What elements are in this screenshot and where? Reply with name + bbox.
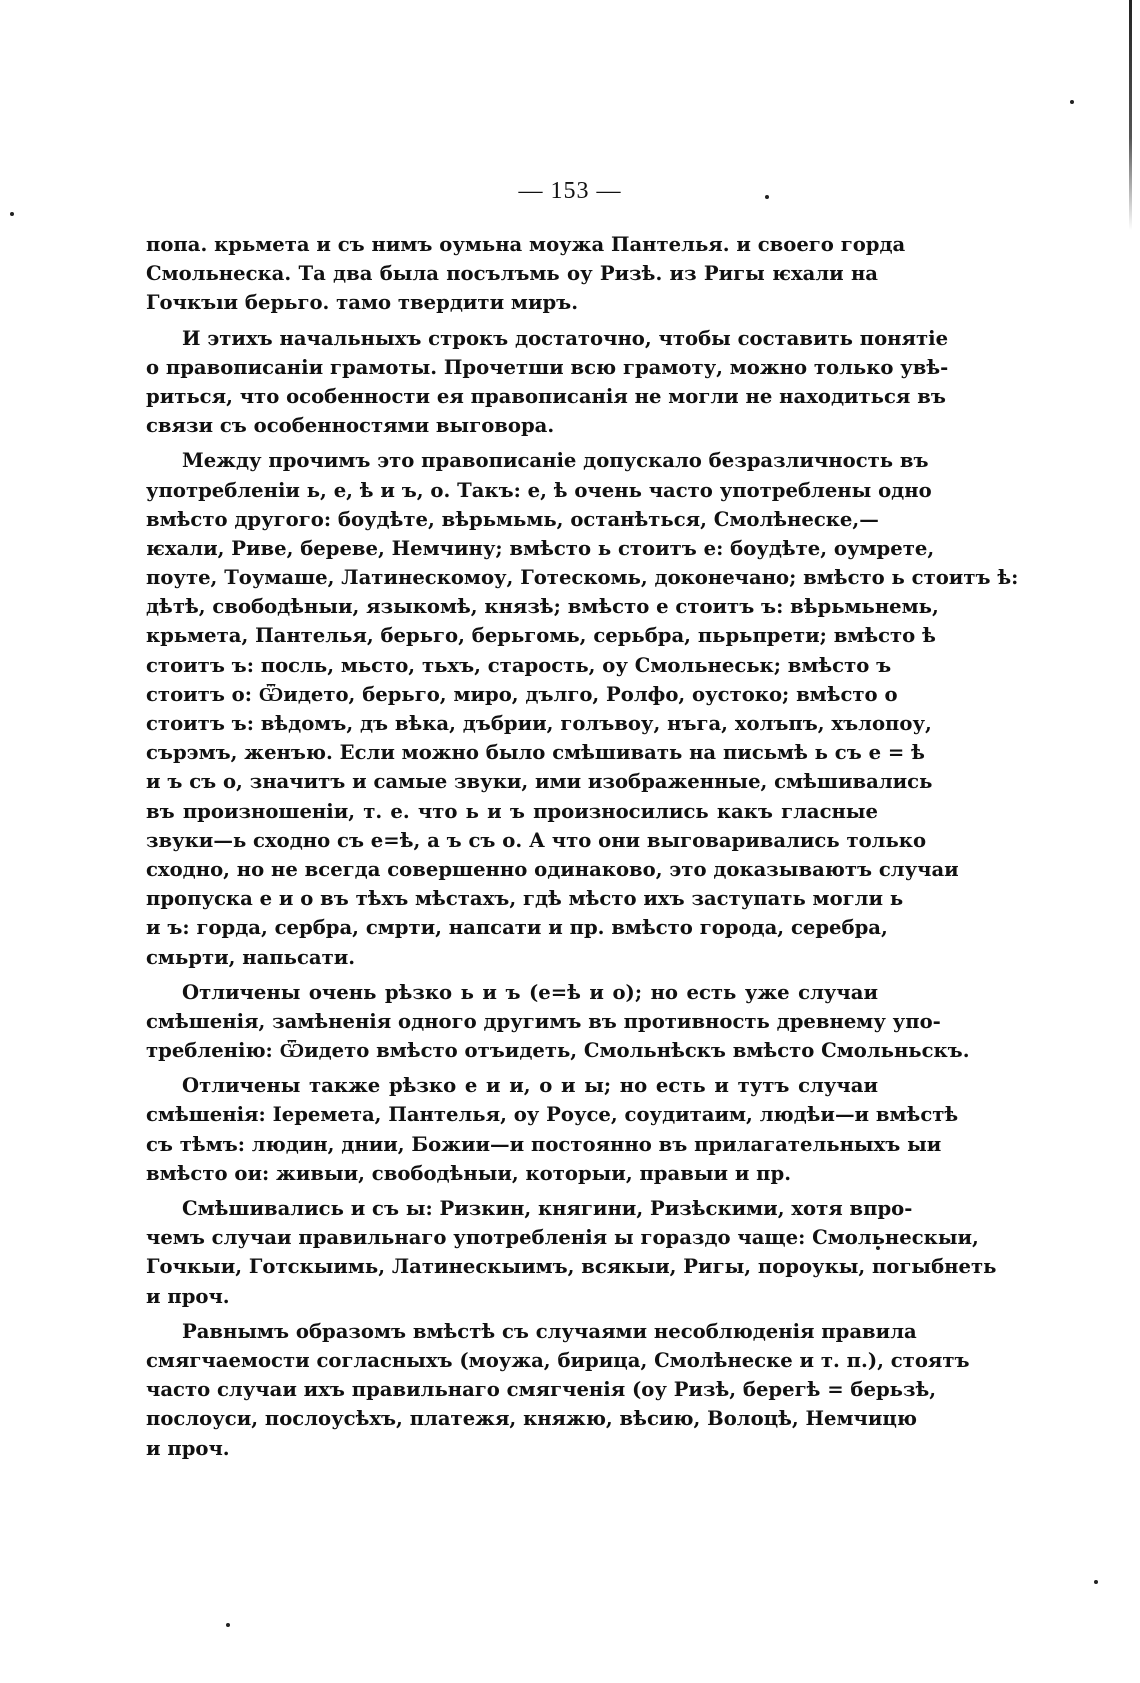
text-line: въ произношеніи, т. е. что ь и ъ произносились какъ гласные [146, 799, 878, 823]
text-line: послоуси, послоусѣхъ, платежя, княжю, вѣсию, Волоцѣ, Немчицю [146, 1407, 917, 1431]
text-line: попа. крьмета и съ нимъ оумьна моужа Пантелья. и своего горда [146, 233, 906, 256]
text-line: Между прочимъ это правописаніе допускало безразличность въ [182, 449, 929, 473]
text-line: Смольнеска. Та два была посълъмь оу Ризѣ. из Ригы ѥхали на [146, 262, 878, 286]
scan-speck [1070, 100, 1074, 104]
text-line: и проч. [146, 1436, 230, 1460]
text-line: звуки—ь сходно съ е=ѣ, а ъ съ о. А что они выговаривались только [146, 828, 927, 852]
text-line: чемъ случаи правильнаго употребленія ы гораздо чаще: Смольнескыи, [146, 1226, 979, 1250]
text-line: сърэмъ, женъю. Если можно было смѣшивать на письмѣ ь съ е = ѣ [146, 741, 925, 765]
text-line: Отличены также рѣзко е и и, о и ы; но есть и тутъ случаи [182, 1074, 878, 1098]
text-line: и проч. [146, 1284, 230, 1308]
text-line: пропуска е и о въ тѣхъ мѣстахъ, гдѣ мѣсто ихъ заступать могли ь [146, 887, 904, 911]
text-line: стоитъ ъ: вѣдомъ, дъ вѣка, дъбрии, голъвоу, нъга, холъпъ, хълопоу, [146, 712, 932, 735]
text-line: съ тѣмъ: людин, днии, Божии—и постоянно въ прилагательныхъ ыи [146, 1132, 942, 1156]
scan-speck [10, 212, 14, 216]
text-line: Равнымъ образомъ вмѣстѣ съ случаями несоблюденія правила [182, 1319, 917, 1343]
text-line: употребленіи ь, е, ѣ и ъ, о. Такъ: е, ѣ очень часто употреблены одно [146, 478, 932, 502]
text-line: и ъ: горда, сербра, смрти, напсати и пр. вмѣсто города, серебра, [146, 916, 888, 940]
text-line: смѣшенія, замѣненія одного другимъ въ противность древнему упо- [146, 1009, 941, 1033]
text-line: требленію: Ѿидето вмѣсто отъидеть, Смольнѣскъ вмѣсто Смольньскъ. [146, 1039, 970, 1063]
text-line: смьрти, напьсати. [146, 945, 356, 969]
text-line: Гочкыи, Готскыимь, Латинескыимъ, всякыи, Ригы, пороукы, погыбнеть [146, 1255, 997, 1279]
text-line: часто случаи ихъ правильнаго смягченія (оу Ризѣ, берегѣ = берьзѣ, [146, 1378, 937, 1402]
text-line: крьмета, Пантелья, берьго, берьгомь, серьбра, пьрьпрети; вмѣсто ѣ [146, 624, 936, 648]
text-line: поуте, Тоумаше, Латинескомоу, Готескомь, доконечано; вмѣсто ь стоитъ ѣ: [146, 566, 1019, 590]
text-line: смягчаемости согласныхъ (моужа, бирица, Смолѣнеске и т. п.), стоятъ [146, 1348, 970, 1372]
body-text [146, 230, 1019, 1463]
text-line: риться, что особенности ея правописанія не могли не находиться въ [146, 384, 946, 408]
text-line: ѥхали, Риве, береве, Немчину; вмѣсто ь стоитъ е: боудѣте, оумрете, [146, 536, 935, 560]
text-line: стоитъ о: Ѿидето, берьго, миро, дълго, Ролфо, оустоко; вмѣсто о [146, 682, 898, 706]
text-line: Гочкъıи берьго. тамо твердити миръ. [146, 291, 579, 315]
scan-speck [226, 1623, 230, 1627]
text-line: Отличены очень рѣзко ь и ъ (е=ѣ и о); но есть уже случаи [182, 980, 878, 1004]
text-line: И этихъ начальныхъ строкъ достаточно, чтобы составить понятіе [182, 326, 949, 350]
text-line: стоитъ ъ: посль, мьсто, тьхъ, старость, оу Смольнеськ; вмѣсто ъ [146, 653, 892, 677]
text-line: смѣшенія: Іеремета, Пантелья, оу Роусе, соудитаим, людѣи—и вмѣстѣ [146, 1103, 959, 1127]
page-number: — 153 — [518, 178, 622, 204]
text-line: и ъ съ о, значитъ и самые звуки, ими изображенные, смѣшивались [146, 770, 933, 794]
scan-speck [1094, 1580, 1098, 1584]
text-line: сходно, но не всегда совершенно одинаково, это доказываютъ случаи [146, 857, 959, 881]
text-line: дѣтѣ, свободѣныи, языкомѣ, князѣ; вмѣсто е стоитъ ъ: вѣрьмьнемь, [146, 595, 939, 619]
text-line: о правописаніи грамоты. Прочетши всю грамоту, можно только увѣ- [146, 355, 949, 379]
text-line: связи съ особенностями выговора. [146, 414, 555, 438]
text-line: вмѣсто ои: живыи, свободѣныи, которыи, правыи и пр. [146, 1161, 792, 1185]
text-line: вмѣсто другого: боудѣте, вѣрьмьмь, останѣться, Смолѣнеске,— [146, 507, 879, 531]
text-line: Смѣшивались и съ ы: Ризкин, княгини, Ризѣскими, хотя впро- [182, 1197, 913, 1220]
